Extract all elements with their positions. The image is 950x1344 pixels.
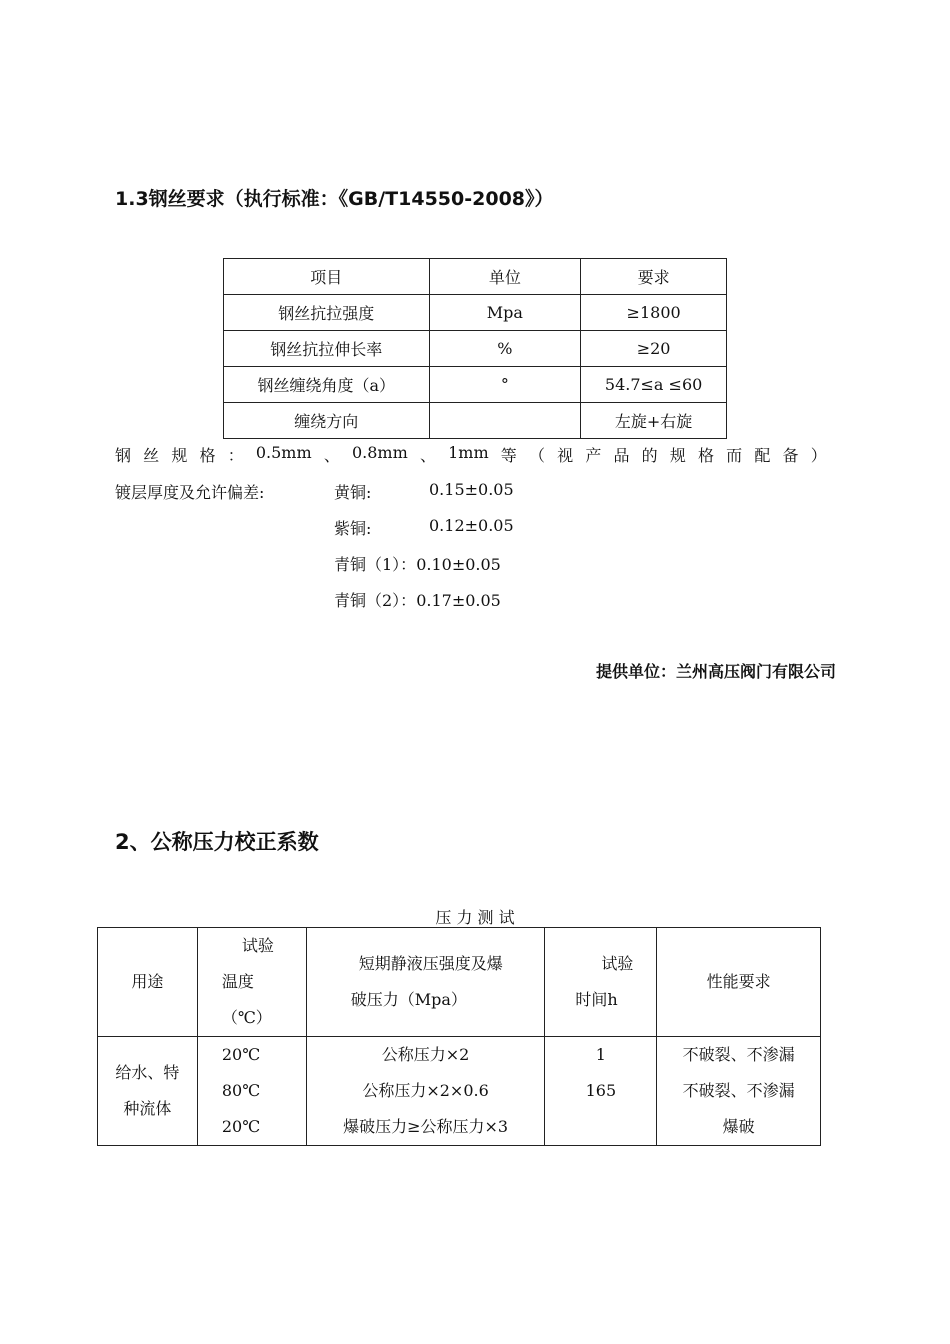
- section-2-heading: 2、公称压力校正系数: [115, 830, 319, 854]
- table-cell: ≥20: [581, 331, 727, 367]
- table-cell: [429, 403, 581, 439]
- spec-token: ：: [227, 446, 244, 465]
- header-requirement: 要求: [581, 259, 727, 295]
- cell-line: 爆破: [722, 1117, 755, 1136]
- coating-value: 0.10±0.05: [416, 555, 501, 574]
- coating-name: 黄铜:: [334, 483, 372, 502]
- spec-token: 、: [323, 446, 340, 465]
- spec-token: 规: [171, 446, 188, 465]
- header-unit: 单位: [429, 259, 581, 295]
- coating-value: 0.15±0.05: [429, 480, 514, 499]
- spec-token: 1mm: [448, 443, 489, 462]
- coating-name: 青铜（2）：: [334, 591, 417, 610]
- spec-token: 备: [782, 446, 799, 465]
- table-cell: 54.7≤a ≤60: [581, 367, 727, 403]
- table-cell: 钢丝抗拉强度: [224, 295, 430, 331]
- section-1-heading: 1.3钢丝要求（执行标准：《GB/T14550-2008》）: [115, 188, 554, 210]
- table-cell: °: [429, 367, 581, 403]
- cell-times: [545, 1037, 657, 1146]
- table-row: [224, 295, 727, 331]
- cell-use: [98, 1037, 198, 1146]
- spec-token: 产: [585, 446, 602, 465]
- cell-strengths: [306, 1037, 545, 1146]
- spec-token: 的: [641, 446, 658, 465]
- table-caption: 压 力 测 试: [435, 908, 515, 927]
- header-line: （℃）: [221, 1008, 272, 1027]
- cell-line: 给水、特: [115, 1063, 180, 1082]
- table-cell: 左旋+右旋: [581, 403, 727, 439]
- spec-token: 而: [726, 446, 743, 465]
- header-performance: 性能要求: [657, 928, 821, 1037]
- coating-value: 0.12±0.05: [429, 516, 514, 535]
- table-row: [224, 331, 727, 367]
- header-line: 试验: [601, 954, 634, 973]
- table-row: [224, 403, 727, 439]
- cell-line: 165: [585, 1081, 617, 1100]
- header-test-time: [545, 928, 657, 1037]
- cell-line: 种流体: [123, 1099, 172, 1118]
- pressure-test-table: [97, 927, 821, 1146]
- cell-line: 20℃: [221, 1045, 261, 1064]
- table-cell: Mpa: [429, 295, 581, 331]
- cell-line: 不破裂、不渗漏: [682, 1045, 795, 1064]
- wire-spec-line: [115, 443, 827, 466]
- spec-token: 等: [500, 446, 517, 465]
- coating-name: 紫铜:: [334, 519, 372, 538]
- header-line: 破压力（Mpa）: [350, 990, 467, 1009]
- spec-token: 丝: [143, 446, 160, 465]
- table-row: [224, 367, 727, 403]
- coating-row: [334, 588, 501, 611]
- spec-token: 0.8mm: [351, 443, 408, 462]
- spec-token: 格: [199, 446, 216, 465]
- header-strength: [306, 928, 545, 1037]
- header-line: 温度: [221, 972, 254, 991]
- table-cell: 钢丝抗拉伸长率: [224, 331, 430, 367]
- spec-token: 格: [698, 446, 715, 465]
- spec-token: 0.5mm: [255, 443, 312, 462]
- cell-line: 爆破压力≥公称压力×3: [343, 1117, 509, 1136]
- spec-token: 、: [419, 446, 436, 465]
- header-test-temperature: [197, 928, 306, 1037]
- coating-label: 镀层厚度及允许偏差:: [115, 483, 265, 502]
- cell-temperatures: [197, 1037, 306, 1146]
- table-header-row: [98, 928, 821, 1037]
- provider-line: 提供单位：兰州高压阀门有限公司: [595, 662, 836, 681]
- spec-token: ）: [810, 446, 827, 465]
- cell-line: 80℃: [221, 1081, 261, 1100]
- header-line: 时间h: [575, 990, 618, 1009]
- cell-line: 1: [595, 1045, 606, 1064]
- header-item: 项目: [224, 259, 430, 295]
- header-line: 短期静液压强度及爆: [358, 954, 503, 973]
- table-header-row: [224, 259, 727, 295]
- table-cell: 钢丝缠绕角度（a）: [224, 367, 430, 403]
- spec-token: 规: [669, 446, 686, 465]
- table-cell: ≥1800: [581, 295, 727, 331]
- cell-line: 20℃: [221, 1117, 261, 1136]
- table-row: [98, 1037, 821, 1146]
- spec-token: 配: [754, 446, 771, 465]
- spec-token: 视: [557, 446, 574, 465]
- cell-line: 公称压力×2: [381, 1045, 470, 1064]
- cell-line: 公称压力×2×0.6: [362, 1081, 489, 1100]
- steel-wire-spec-table: [223, 258, 727, 439]
- spec-token: 品: [613, 446, 630, 465]
- table-cell: %: [429, 331, 581, 367]
- coating-name: 青铜（1）：: [334, 555, 417, 574]
- cell-line: 不破裂、不渗漏: [682, 1081, 795, 1100]
- spec-token: （: [528, 446, 545, 465]
- coating-row: [334, 552, 501, 575]
- header-line: 试验: [241, 936, 274, 955]
- cell-performance: [657, 1037, 821, 1146]
- coating-value: 0.17±0.05: [416, 591, 501, 610]
- spec-token: 钢: [115, 446, 132, 465]
- table-cell: 缠绕方向: [224, 403, 430, 439]
- header-use: 用途: [98, 928, 198, 1037]
